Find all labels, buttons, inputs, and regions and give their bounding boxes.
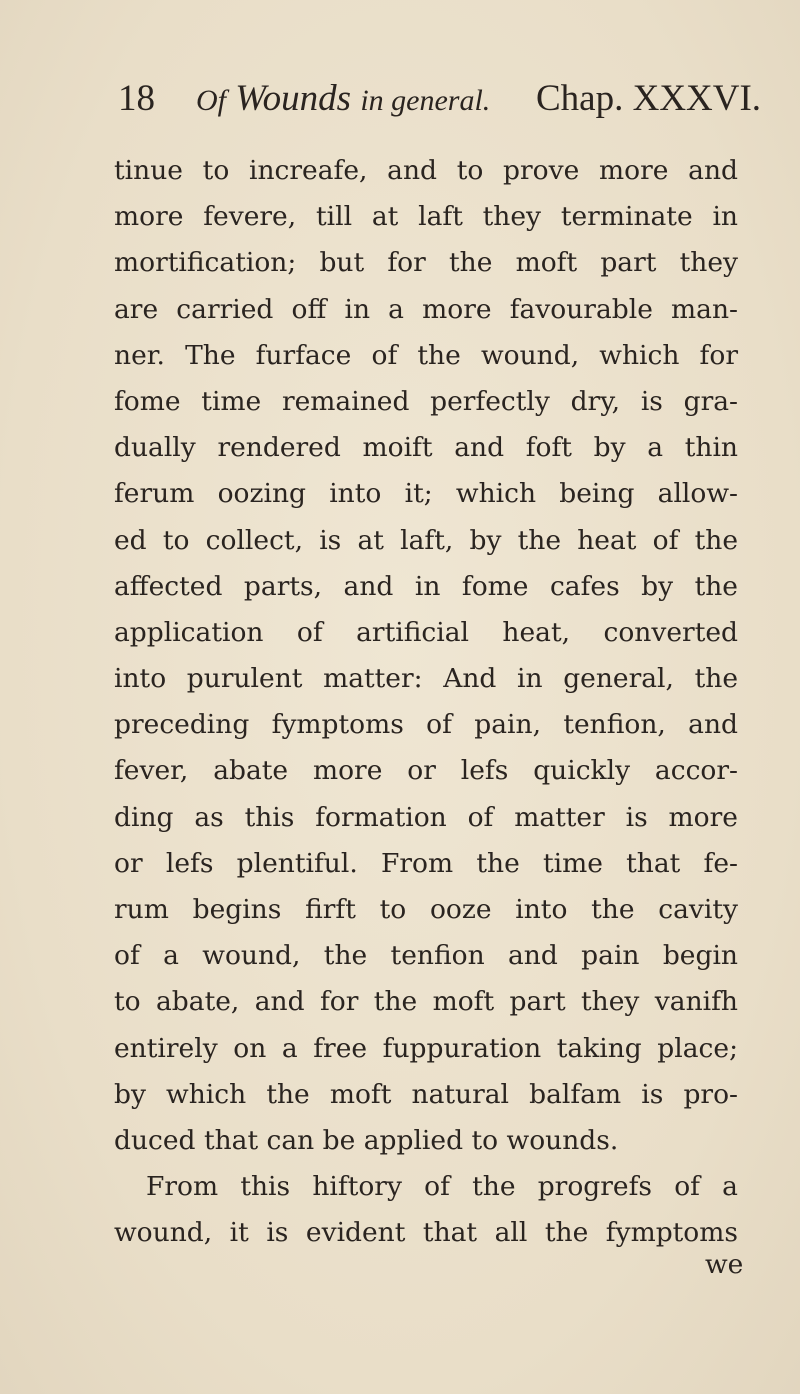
text-line: more fevere, till at laft they terminate in [114,201,738,233]
chapter-heading: Chap. XXXVI. [536,78,762,119]
running-title-of: Of [196,84,226,117]
running-title [196,74,490,126]
text-line: duced that can be applied to wounds. [114,1124,619,1156]
text-line: are carried off in a more favourable man- [114,293,738,325]
catchword: we [705,1249,744,1280]
text-line: or lefs plentiful. From the time that fe- [114,847,738,879]
text-line: into purulent matter: And in general, the [114,663,738,695]
text-line: ner. The furface of the wound, which for [114,339,738,371]
text-line: dually rendered moift and foft by a thin [114,432,738,464]
text-line: ed to collect, is at laft, by the heat of the [114,524,738,556]
body-text [114,148,738,1257]
text-line: preceding fymptoms of pain, tenfion, and [114,709,738,741]
text-line: ferum oozing into it; which being allow- [114,478,738,510]
text-line: rum begins firft to ooze into the cavity [114,894,738,925]
text-line: tinue to increafe, and to prove more and [114,155,738,186]
text-line: affected parts, and in fome cafes by the [114,570,738,602]
text-line: to abate, and for the moft part they vanifh [114,986,738,1018]
text-line: fome time remained perfectly dry, is gra- [114,385,738,417]
text-line: mortification; but for the moft part they [114,247,738,279]
text-line: application of artificial heat, converted [114,616,738,648]
running-title-rest: in general. [360,84,491,117]
text-line: entirely on a free fuppuration taking place; [114,1032,738,1064]
running-title-main: Wounds [235,78,352,119]
text-line: of a wound, the tenfion and pain begin [114,940,738,972]
text-line: From this hiftory of the progrefs of a [146,1171,738,1203]
text-line: fever, abate more or lefs quickly accor- [114,755,738,787]
text-line: by which the moft natural balfam is pro- [114,1078,738,1110]
page-number: 18 [118,78,155,119]
running-header [118,74,768,124]
text-line: ding as this formation of matter is more [114,801,738,833]
text-line: wound, it is evident that all the fymptoms [114,1217,738,1249]
